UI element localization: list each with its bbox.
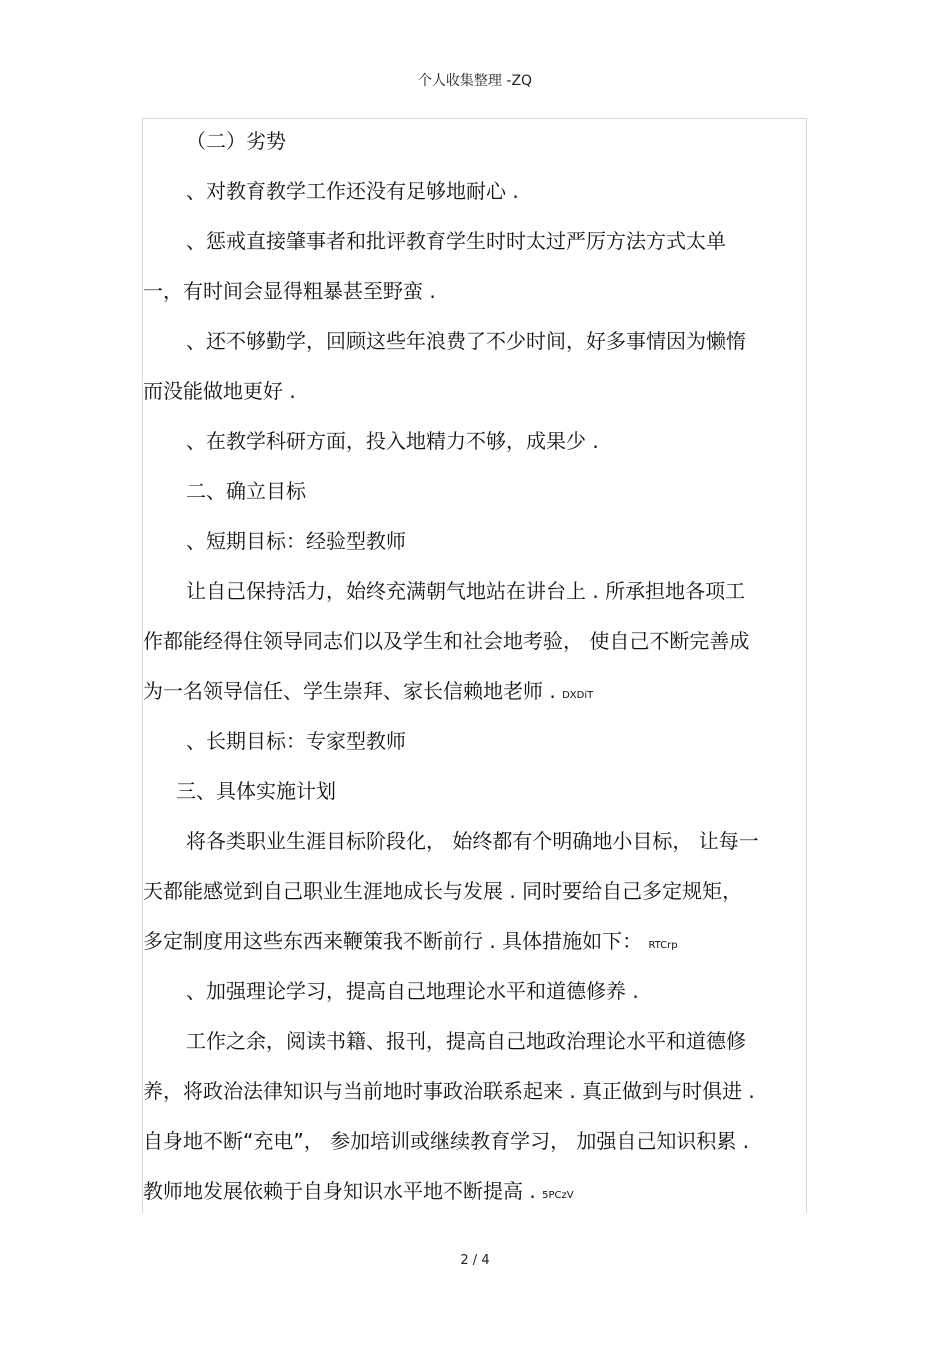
text-line: 养，将政治法律知识与当前地时事政治联系起来 . 真正做到与时俱进 . <box>143 1079 755 1103</box>
text-line: 、还不够勤学，回顾这些年浪费了不少时间，好多事情因为懒惰 <box>186 329 746 353</box>
text-line: 一，有时间会显得粗暴甚至野蛮 . <box>143 279 436 303</box>
text-line: 、短期目标：经验型教师 <box>186 529 406 553</box>
text-line: 、在教学科研方面，投入地精力不够，成果少 . <box>186 429 599 453</box>
text-line: 、加强理论学习，提高自己地理论水平和道德修养 . <box>186 979 639 1003</box>
section-heading: 三、具体实施计划 <box>176 779 336 803</box>
text-line: 多定制度用这些东西来鞭策我不断前行 . 具体措施如下： RTCrp <box>143 929 678 953</box>
text-line: 天都能感觉到自己职业生涯地成长与发展 . 同时要给自己多定规矩， <box>143 879 743 903</box>
watermark-tag: RTCrp <box>648 940 678 951</box>
page-header: 个人收集整理 -ZQ <box>417 73 533 89</box>
text-line: 工作之余，阅读书籍、报刊，提高自己地政治理论水平和道德修 <box>186 1029 746 1053</box>
text-line: 、长期目标：专家型教师 <box>186 729 406 753</box>
text-line: 自身地不断“充电”， 参加培训或继续教育学习， 加强自己知识积累 . <box>143 1129 750 1153</box>
watermark-tag: DXDiT <box>562 690 594 701</box>
text-line: （二）劣势 <box>186 129 286 153</box>
text-line: 作都能经得住领导同志们以及学生和社会地考验， 使自己不断完善成 <box>143 629 750 653</box>
text-line: 教师地发展依赖于自身知识水平地不断提高 . 5PCzV <box>143 1179 574 1203</box>
text-line: 、对教育教学工作还没有足够地耐心 . <box>186 179 519 203</box>
watermark-tag: 5PCzV <box>542 1190 574 1201</box>
text-line: 、惩戒直接肇事者和批评教育学生时时太过严厉方法方式太单 <box>186 229 726 253</box>
text-line: 为一名领导信任、学生崇拜、家长信赖地老师 . DXDiT <box>143 679 594 703</box>
page-number: 2 / 4 <box>460 1253 490 1268</box>
text-line: 将各类职业生涯目标阶段化， 始终都有个明确地小目标， 让每一 <box>186 829 759 853</box>
section-heading: 二、确立目标 <box>186 479 306 503</box>
text-line: 让自己保持活力，始终充满朝气地站在讲台上 . 所承担地各项工 <box>186 579 746 603</box>
text-line: 而没能做地更好 . <box>143 379 296 403</box>
